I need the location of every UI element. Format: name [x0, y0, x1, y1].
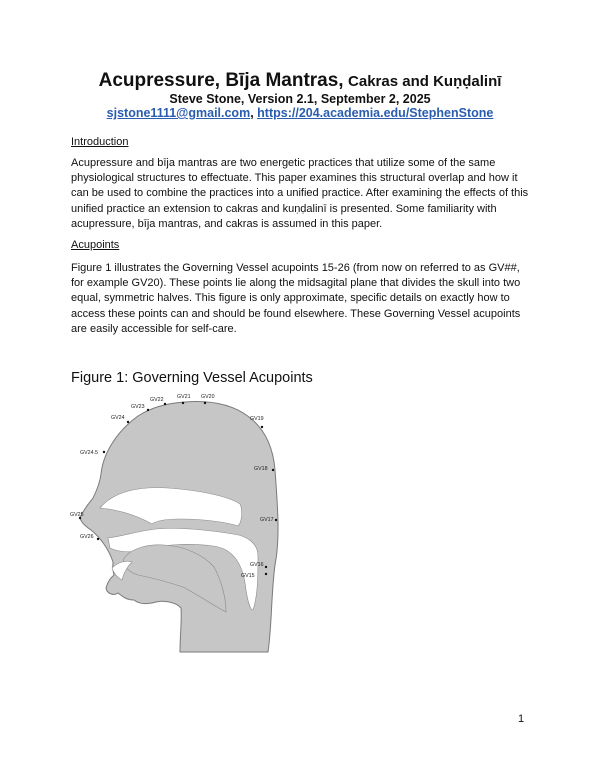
- head-diagram: [68, 390, 298, 660]
- acupoints-paragraph: Figure 1 illustrates the Governing Vessel acupoints 15-26 (from now on referred to as GV##, for example GV20). These points lie along the midsagital plane that divides the skull into two equal, symmetric halves. This figure is only approximate, specific details on exactly how to access these points can and should be found elsewhere. These Governing Vessel acupoints are easily accessible for self-care.: [71, 262, 521, 335]
- gv22-label: GV22: [150, 397, 164, 403]
- link-separator: ,: [250, 106, 254, 120]
- paper-title: [0, 70, 600, 92]
- gv19-label: GV19: [250, 416, 264, 422]
- acupoints-heading: Acupoints: [71, 239, 120, 251]
- intro-paragraph: Acupressure and bīja mantras are two energetic practices that utilize some of the same physiological structures to effectuate. This paper examines this structural overlap and how it can be used to combine the practices into a unified practice. After examining the effects of this unified practice an extension to cakras and kuṇḍalinī is presented. Some familiarity with acupressure, bīja mantras, and cakras is assumed in this paper.: [71, 157, 529, 230]
- gv16-marker: [265, 566, 267, 568]
- gv26-label: GV26: [80, 534, 94, 540]
- head-silhouette: [80, 402, 278, 652]
- gv24-label: GV24: [111, 415, 125, 421]
- gv18-label: GV18: [254, 466, 268, 472]
- gv22-marker: [164, 403, 166, 405]
- title-rest: Cakras and Kuṇḍalinī: [348, 73, 502, 90]
- gv24-marker: [127, 421, 129, 423]
- gv24-5-marker: [103, 451, 105, 453]
- intro-heading: Introduction: [71, 136, 129, 148]
- page-number: 1: [518, 713, 525, 725]
- gv16-label: GV16: [250, 562, 264, 568]
- gv23-label: GV23: [131, 404, 145, 410]
- gv23-marker: [147, 409, 149, 411]
- gv25-label: GV25: [70, 512, 84, 518]
- figure-title: Figure 1: Governing Vessel Acupoints: [71, 370, 313, 386]
- gv17-label: GV17: [260, 517, 274, 523]
- email-link[interactable]: sjstone1111@gmail.com: [106, 106, 251, 120]
- gv24-5-label: GV24.5: [80, 450, 98, 456]
- title-main: Acupressure, Bīja Mantras,: [98, 70, 344, 91]
- gv19-marker: [261, 426, 263, 428]
- website-link[interactable]: https://204.academia.edu/StephenStone: [257, 106, 494, 120]
- gv15-marker: [265, 573, 267, 575]
- gv26-marker: [97, 538, 99, 540]
- gv15-label: GV15: [241, 573, 255, 579]
- contact-links: [0, 106, 600, 120]
- author-line: Steve Stone, Version 2.1, September 2, 2025: [169, 92, 431, 106]
- gv20-marker: [204, 402, 206, 404]
- gv17-marker: [275, 519, 277, 521]
- gv20-label: GV20: [201, 394, 215, 400]
- gv21-label: GV21: [177, 394, 191, 400]
- gv21-marker: [182, 402, 184, 404]
- gv18-marker: [272, 469, 274, 471]
